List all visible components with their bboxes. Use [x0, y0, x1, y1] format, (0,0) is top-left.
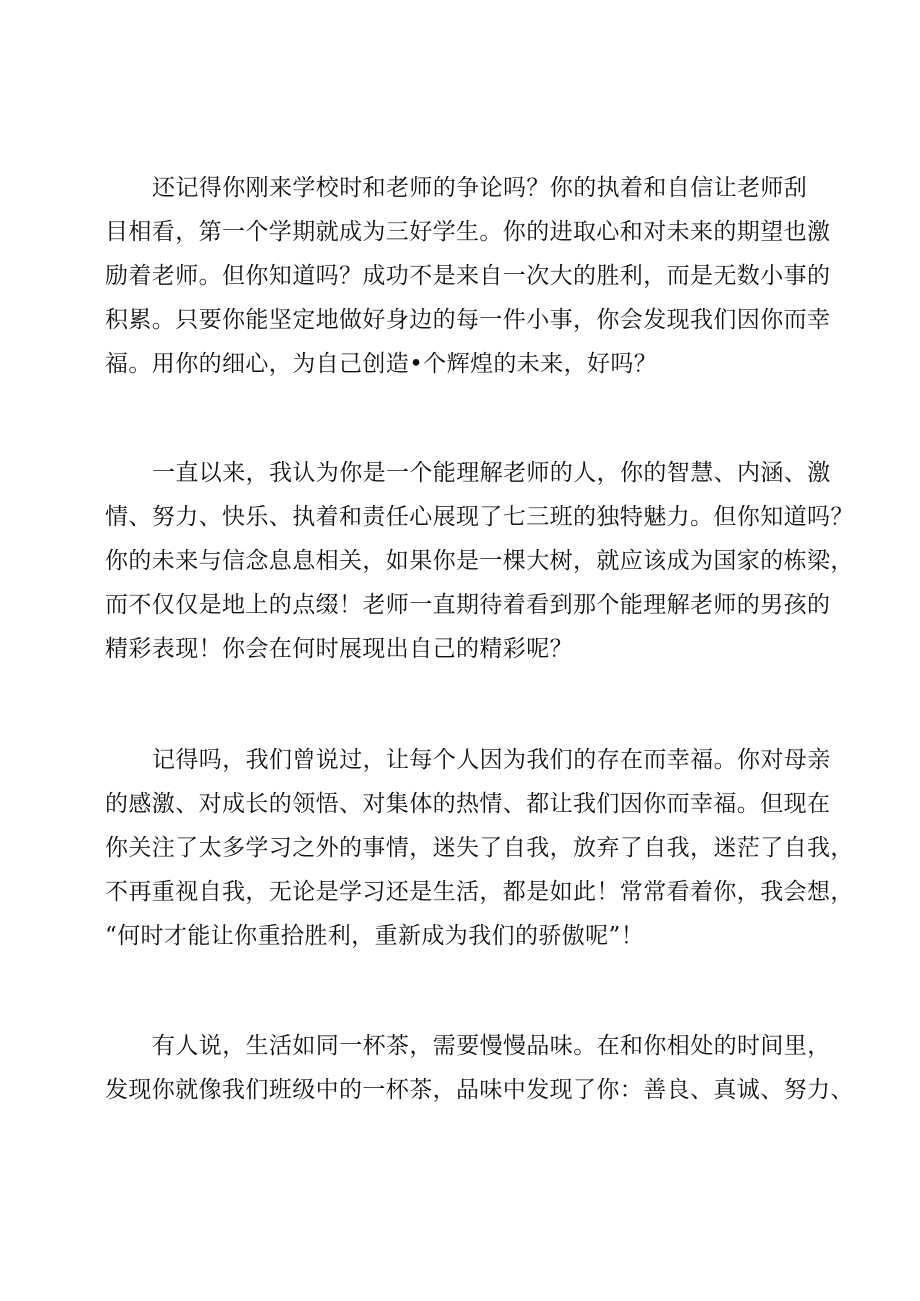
paragraph-line: 而不仅仅是地上的点缀！老师一直期待着看到那个能理解老师的男孩的 — [105, 592, 831, 618]
paragraph-line: 你的未来与信念息息相关，如果你是一棵大树，就应该成为国家的栋梁， — [105, 548, 854, 574]
paragraph-line: 不再重视自我，无论是学习还是生活，都是如此！常常看着你，我会想， — [105, 879, 854, 905]
paragraph-line: 情、努力、快乐、执着和责任心展现了七三班的独特魅力。但你知道吗？ — [105, 504, 854, 530]
paragraph-3 — [105, 738, 854, 958]
paragraph-line: 有人说，生活如同一杯茶，需要慢慢品味。在和你相处的时间里， — [152, 1033, 831, 1059]
paragraph-line: 目相看，第一个学期就成为三好学生。你的进取心和对未来的期望也激 — [105, 219, 831, 245]
paragraph-line: 的感激、对成长的领悟、对集体的热情、都让我们因你而幸福。但现在 — [105, 791, 831, 817]
paragraph-1 — [105, 166, 835, 386]
paragraph-2 — [105, 451, 854, 671]
paragraph-line: 积累。只要你能坚定地做好身边的每一件小事，你会发现我们因你而幸 — [105, 307, 831, 333]
paragraph-line: “何时才能让你重拾胜利，重新成为我们的骄傲呢”！ — [105, 923, 645, 949]
paragraph-line: 福。用你的细心，为自己创造•个辉煌的未来，好吗？ — [105, 351, 658, 377]
paragraph-4 — [105, 1024, 854, 1112]
paragraph-line: 一直以来，我认为你是一个能理解老师的人，你的智慧、内涵、激 — [152, 460, 831, 486]
paragraph-line: 精彩表现！你会在何时展现出自己的精彩呢？ — [105, 636, 573, 662]
paragraph-line: 记得吗，我们曾说过，让每个人因为我们的存在而幸福。你对母亲 — [152, 747, 831, 773]
paragraph-line: 你关注了太多学习之外的事情，迷失了自我，放弃了自我，迷茫了自我， — [105, 835, 854, 861]
paragraph-line: 励着老师。但你知道吗？成功不是来自一次大的胜利，而是无数小事的 — [105, 263, 831, 289]
paragraph-line: 发现你就像我们班级中的一杯茶，品味中发现了你：善良、真诚、努力、 — [105, 1077, 854, 1103]
paragraph-line: 还记得你刚来学校时和老师的争论吗？你的执着和自信让老师刮 — [152, 175, 808, 201]
